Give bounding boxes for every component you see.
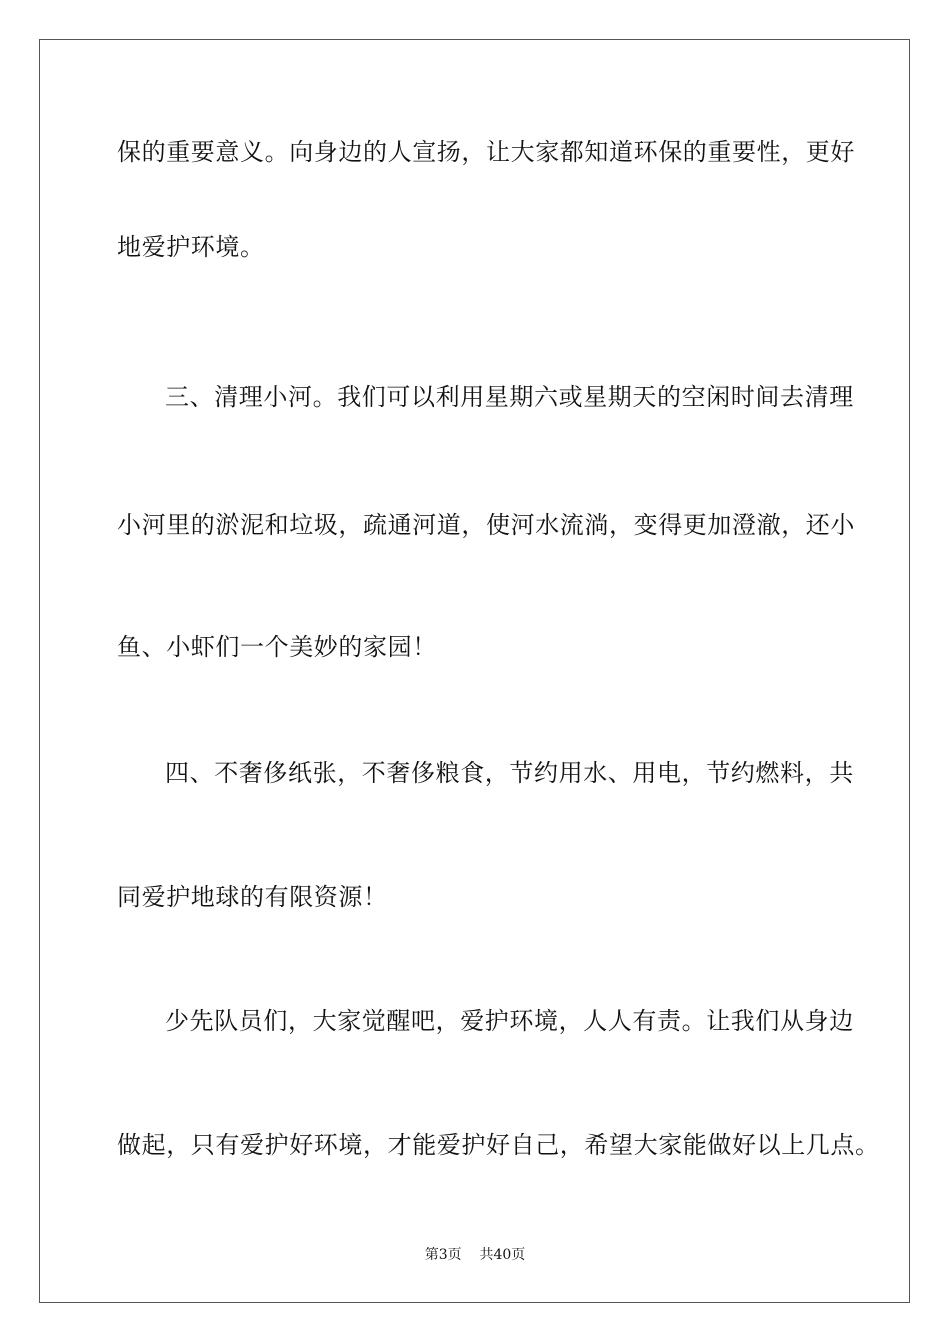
paragraph-line: 保的重要意义。向身边的人宣扬，让大家都知道环保的重要性，更好: [117, 138, 855, 166]
page-number: 第3页: [424, 1247, 462, 1263]
paragraph-line: 少先队员们，大家觉醒吧，爱护环境，人人有责。让我们从身边: [165, 1007, 854, 1035]
paragraph-line: 地爱护环境。: [117, 233, 265, 261]
paragraph-line: 同爱护地球的有限资源！: [117, 883, 388, 911]
paragraph-line: 鱼、小虾们一个美妙的家园！: [117, 633, 437, 661]
page-frame: [39, 39, 910, 1303]
paragraph-line: 做起，只有爱护好环境，才能爱护好自己，希望大家能做好以上几点。: [117, 1131, 880, 1159]
page-total: 共40页: [479, 1247, 526, 1263]
page-footer: [0, 1246, 950, 1264]
paragraph-line: 小河里的淤泥和垃圾，疏通河道，使河水流淌，变得更加澄澈，还小: [117, 511, 855, 539]
paragraph-line: 三、清理小河。我们可以利用星期六或星期天的空闲时间去清理: [165, 383, 854, 411]
paragraph-line: 四、不奢侈纸张，不奢侈粮食，节约用水、用电，节约燃料，共: [165, 759, 854, 787]
